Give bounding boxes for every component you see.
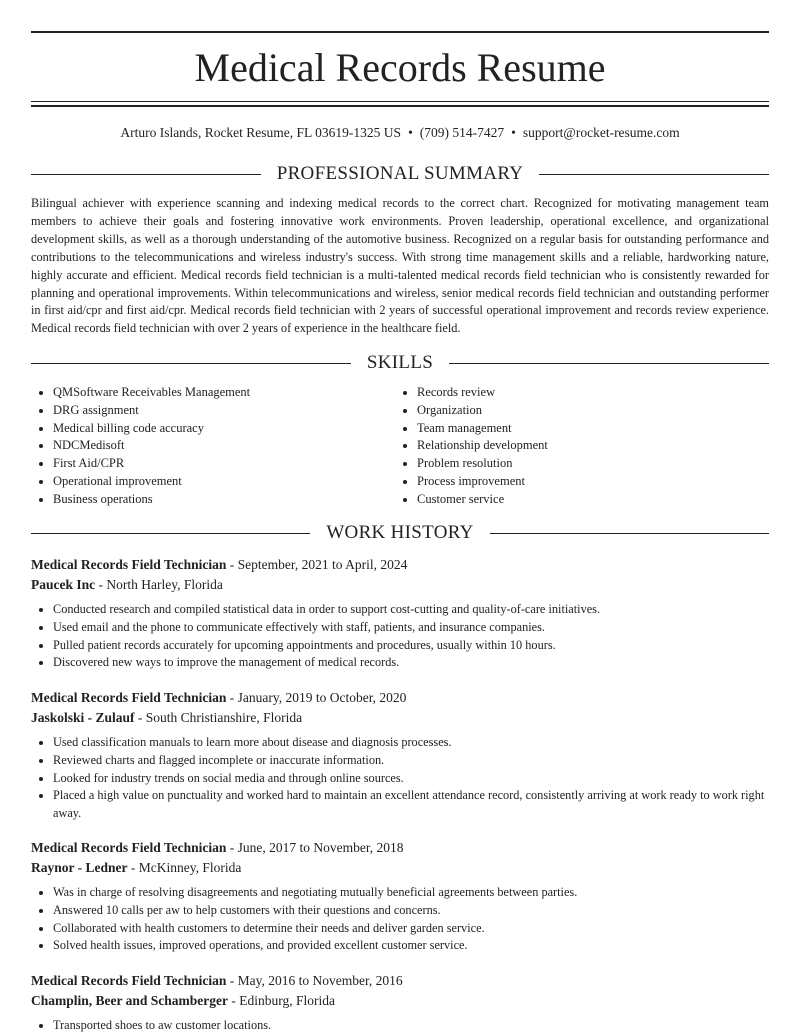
job-entry (31, 555, 769, 672)
job-bullets (31, 601, 769, 672)
job-dates: May, 2016 to November, 2016 (237, 973, 403, 988)
job-title: Medical Records Field Technician (31, 973, 227, 988)
skill-item: • Business operations (53, 491, 393, 509)
section-title: PROFESSIONAL SUMMARY (276, 163, 524, 184)
contact-separator: • (511, 125, 516, 140)
job-bullet: • Was in charge of resolving disagreements and negotiating mutually beneficial agreements between parties. (53, 884, 769, 902)
job-company-line (31, 858, 769, 878)
job-bullet: • Discovered new ways to improve the management of medical records. (53, 654, 769, 672)
job-title-line (31, 971, 769, 991)
dash-separator: - (226, 840, 238, 855)
heading-rule-left (31, 533, 310, 534)
dash-separator: - (226, 973, 238, 988)
skills-list-right (395, 384, 757, 509)
skill-item: • Team management (417, 420, 757, 438)
contact-email: support@rocket-resume.com (522, 125, 680, 140)
contact-phone: (709) 514-7427 (419, 125, 505, 140)
section-title: WORK HISTORY (326, 522, 474, 543)
job-bullet: • Used classification manuals to learn more about disease and diagnosis processes. (53, 734, 769, 752)
skill-item: • Operational improvement (53, 473, 393, 491)
skill-item: • DRG assignment (53, 402, 393, 420)
skill-item: • NDCMedisoft (53, 437, 393, 455)
job-company-line (31, 991, 769, 1011)
contact-address: Arturo Islands, Rocket Resume, FL 03619-1325 US (120, 125, 402, 140)
job-title: Medical Records Field Technician (31, 690, 227, 705)
professional-summary: Bilingual achiever with experience scanning and indexing medical records to the correct chart. Recognized for motivating management team members to achieve their goals and fostering innovative work environments. Proven leadership, operational excellence, and organizational development skills, as well as a thorough understanding of the automotive business. Recognized on a regular basis for outstanding performance and contributions to the telecommunications and wireless industry's success. With strong time management skills and a reliable, hardworking nature, highly accurate and efficient. Medical records field technician is a multi-talented medical records field technician who is consistently rewarded for planning and operational improvements. Within telecommunications and wireless, senior medical records field technician and outstanding performer in first aid/cpr and first aid/cpr. Medical records field technician with 2 years of successful operational improvement and records review experience. Medical records field technician with over 2 years of experience in the healthcare field. (31, 196, 769, 336)
job-title-line (31, 838, 769, 858)
job-location: McKinney, Florida (138, 859, 242, 875)
skill-item: • Customer service (417, 491, 757, 509)
dash-separator: - (134, 709, 146, 725)
top-rule (31, 31, 769, 33)
job-bullet: • Conducted research and compiled statistical data in order to support cost-cutting and quality-of-care initiatives. (53, 601, 769, 619)
heading-rule-left (31, 363, 351, 364)
job-company: Raynor - Ledner (31, 859, 128, 875)
heading-rule-right (539, 174, 769, 175)
job-bullet: • Answered 10 calls per aw to help customers with their questions and concerns. (53, 902, 769, 920)
job-company: Paucek Inc (31, 576, 96, 592)
skill-item: • Organization (417, 402, 757, 420)
heading-rule-right (449, 363, 769, 364)
job-bullet: • Placed a high value on punctuality and worked hard to maintain an excellent attendance record, consistently arriving at work ready to work right away. (53, 787, 769, 823)
job-company-line (31, 575, 769, 595)
section-heading-skills (31, 351, 769, 375)
skill-item: • Process improvement (417, 473, 757, 491)
job-dates: June, 2017 to November, 2018 (237, 840, 404, 855)
skill-item: • Relationship development (417, 437, 757, 455)
job-bullet: • Looked for industry trends on social media and through online sources. (53, 770, 769, 788)
job-bullet: • Used email and the phone to communicate effectively with staff, patients, and insurance companies. (53, 619, 769, 637)
heading-rule-left (31, 174, 261, 175)
job-location: Edinburg, Florida (239, 992, 336, 1008)
section-heading-work (31, 521, 769, 545)
job-location: South Christianshire, Florida (145, 709, 303, 725)
job-bullet: • Transported shoes to aw customer locations. (53, 1017, 769, 1035)
heading-rule-right (490, 533, 769, 534)
job-bullets (31, 884, 769, 955)
job-title: Medical Records Field Technician (31, 840, 227, 855)
dash-separator: - (228, 992, 240, 1008)
page-title: Medical Records Resume (194, 45, 606, 90)
section-heading-summary (31, 162, 769, 186)
job-entry (31, 838, 769, 955)
skills-list-left (31, 384, 393, 509)
job-dates: January, 2019 to October, 2020 (237, 690, 407, 705)
contact-line (31, 124, 769, 142)
job-bullets (31, 734, 769, 823)
dash-separator: - (226, 557, 238, 572)
skill-item: • QMSoftware Receivables Management (53, 384, 393, 402)
job-company: Jaskolski - Zulauf (31, 709, 135, 725)
skill-item: • Medical billing code accuracy (53, 420, 393, 438)
job-entry (31, 971, 769, 1035)
title-rule-thick (31, 105, 769, 107)
job-bullets (31, 1017, 769, 1035)
skill-item: • First Aid/CPR (53, 455, 393, 473)
job-bullet: • Reviewed charts and flagged incomplete or inaccurate information. (53, 752, 769, 770)
job-title-line (31, 555, 769, 575)
job-company-line (31, 708, 769, 728)
title-rule-thin (31, 101, 769, 102)
contact-separator: • (408, 125, 413, 140)
job-entry (31, 688, 769, 823)
job-title: Medical Records Field Technician (31, 557, 227, 572)
dash-separator: - (95, 576, 107, 592)
skill-item: • Problem resolution (417, 455, 757, 473)
job-title-line (31, 688, 769, 708)
job-bullet: • Solved health issues, improved operations, and provided excellent customer service. (53, 937, 769, 955)
dash-separator: - (226, 690, 238, 705)
job-dates: September, 2021 to April, 2024 (237, 557, 408, 572)
job-company: Champlin, Beer and Schamberger (31, 992, 229, 1008)
dash-separator: - (127, 859, 139, 875)
job-location: North Harley, Florida (106, 576, 223, 592)
job-bullet: • Pulled patient records accurately for upcoming appointments and procedures, usually within 10 hours. (53, 637, 769, 655)
job-bullet: • Collaborated with health customers to determine their needs and deliver garden service. (53, 920, 769, 938)
skill-item: • Records review (417, 384, 757, 402)
section-title: SKILLS (366, 352, 434, 373)
